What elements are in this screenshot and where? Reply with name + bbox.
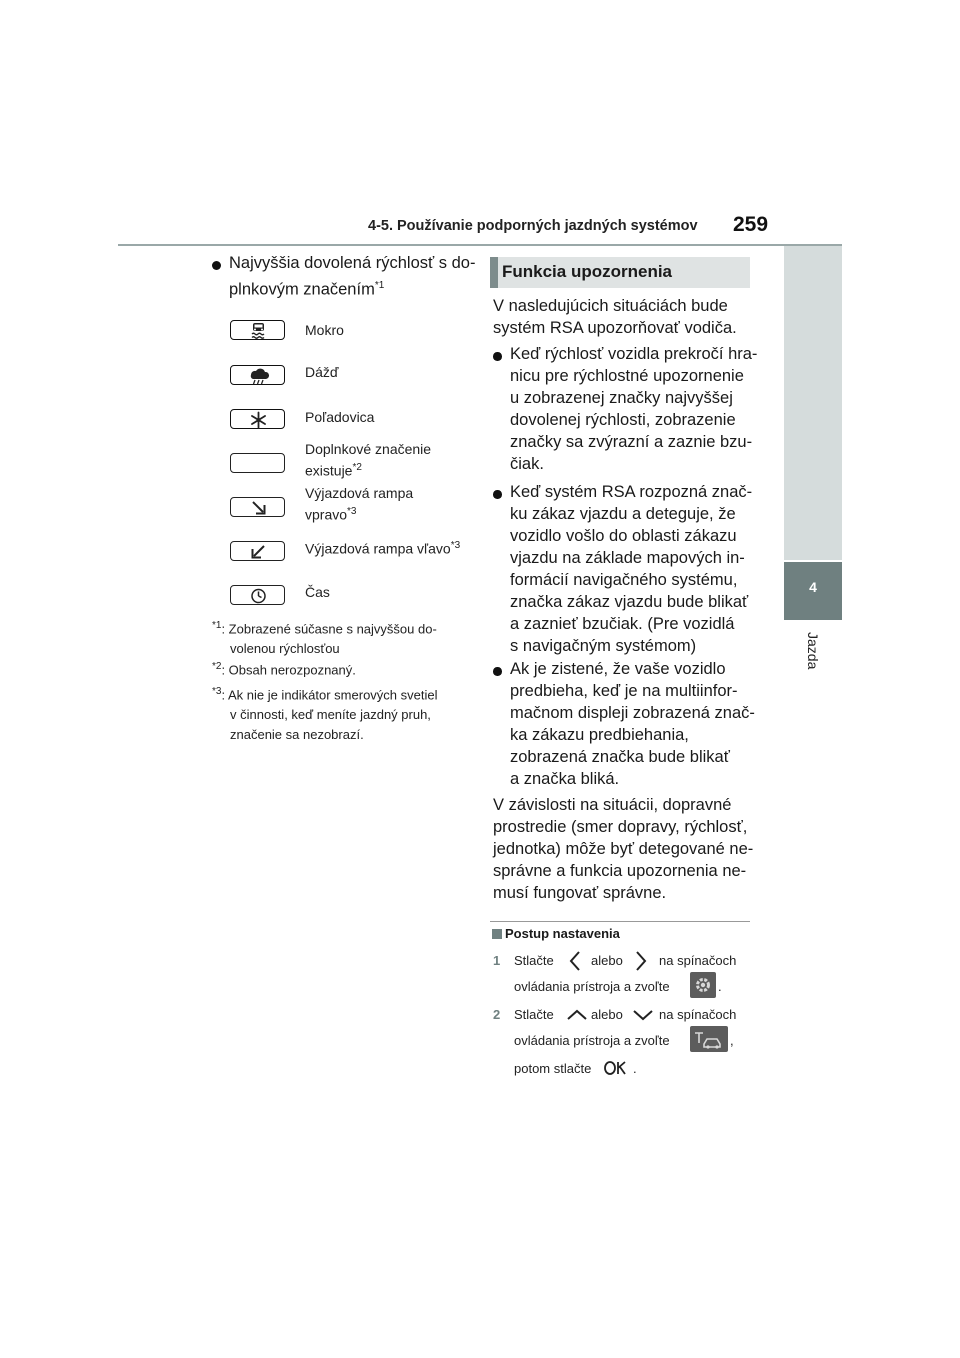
bullet xyxy=(493,352,502,361)
section-heading: Funkcia upozornenia xyxy=(502,262,673,281)
step2-text: alebo xyxy=(591,1007,623,1022)
arrow-down-right-icon xyxy=(231,498,286,518)
driving-assist-menu-icon xyxy=(690,1026,728,1052)
blank-plate-icon xyxy=(231,454,286,474)
bullet xyxy=(212,261,221,270)
paragraph-line: V závislosti na situácii, dopravné xyxy=(493,796,732,814)
procedure-title: Postup nastavenia xyxy=(505,926,620,941)
footnote-1-cont: volenou rýchlosťou xyxy=(230,641,340,656)
left-heading-line2: plnkovým značením$^{*1}$ xyxy=(229,280,385,299)
bullet3-line: zobrazená značka bude blikať xyxy=(510,748,730,766)
bullet2-line: formácií navigačného systému, xyxy=(510,571,738,589)
step-number: 2 xyxy=(493,1007,501,1022)
bullet3-line: mačnom displeji zobrazená znač- xyxy=(510,704,755,722)
square-marker-icon xyxy=(492,929,502,939)
sign-ice xyxy=(230,409,285,429)
sign-label-exit-left: Výjazdová rampa vľavo$^{*3}$ xyxy=(305,540,461,557)
bullet2-line: s navigačným systémom) xyxy=(510,637,697,655)
sign-exit-right xyxy=(230,497,285,517)
step2-text: . xyxy=(633,1061,637,1076)
step1-text: . xyxy=(718,979,722,994)
intro-line: V nasledujúcich situáciách bude xyxy=(493,297,728,315)
bullet1-line: nicu pre rýchlostné upozornenie xyxy=(510,367,744,385)
bullet xyxy=(493,490,502,499)
step1-text: Stlačte xyxy=(514,953,554,968)
bullet3-line: predbieha, keď je na multiinfor- xyxy=(510,682,738,700)
step1-text: na spínačoch xyxy=(659,953,737,968)
sign-rain xyxy=(230,365,285,385)
clock-icon xyxy=(231,586,286,606)
bullet2-line: ku zákaz vjazdu a deteguje, že xyxy=(510,505,736,523)
chevron-right-icon xyxy=(634,950,648,972)
footnote-3: $^{*3}$: Ak nie je indikátor smerových svetiel xyxy=(212,686,438,703)
ok-button-icon xyxy=(603,1060,629,1076)
side-tab-rail xyxy=(784,246,842,560)
sign-label-wet: Mokro xyxy=(305,322,344,338)
footnote-3-cont1: v činnosti, keď meníte jazdný pruh, xyxy=(230,707,431,722)
sign-time xyxy=(230,585,285,605)
step2-text: , xyxy=(730,1033,734,1048)
paragraph-line: jednotka) môže byť detegované ne- xyxy=(493,840,754,858)
page-number: 259 xyxy=(733,213,769,236)
bullet1-line: dovolenej rýchlosti, zobrazenie xyxy=(510,411,736,429)
sign-blank-plate xyxy=(230,453,285,473)
bullet1-line: značky sa zvýrazní a zaznie bzu- xyxy=(510,433,753,451)
chapter-tab[interactable] xyxy=(784,562,842,620)
step2-text: ovládania prístroja a zvoľte xyxy=(514,1033,670,1048)
step2-text: Stlačte xyxy=(514,1007,554,1022)
sign-label-supplementary-1: Doplnkové značenie xyxy=(305,441,432,457)
step1-text: ovládania prístroja a zvoľte xyxy=(514,979,670,994)
chapter-label: Jazda xyxy=(805,632,821,670)
paragraph-line: prostredie (smer dopravy, rýchlosť, xyxy=(493,818,748,836)
arrow-down-left-icon xyxy=(231,542,286,562)
paragraph-line: správne a funkcia upozornenia ne- xyxy=(493,862,747,880)
sign-exit-left xyxy=(230,541,285,561)
bullet1-line: čiak. xyxy=(510,455,544,473)
chapter-number: 4 xyxy=(809,579,817,595)
step2-text: potom stlačte xyxy=(514,1061,592,1076)
chevron-up-icon xyxy=(566,1008,588,1022)
settings-menu-icon xyxy=(690,972,716,998)
snowflake-icon xyxy=(231,410,286,430)
wet-road-icon xyxy=(231,321,286,341)
sign-label-ice: Poľadovica xyxy=(305,409,375,425)
footnote-1: $^{*1}$: Zobrazené súčasne s najvyššou do- xyxy=(212,620,437,637)
paragraph-line: musí fungovať správne. xyxy=(493,884,667,902)
sign-wet-road xyxy=(230,320,285,340)
rain-icon xyxy=(231,366,286,386)
sign-label-exit-right-2: vpravo$^{*3}$ xyxy=(305,506,357,523)
header-rule xyxy=(118,244,842,246)
bullet3-line: a značka bliká. xyxy=(510,770,620,788)
bullet3-line: Ak je zistené, že vaše vozidlo xyxy=(510,660,726,678)
sign-label-supplementary-2: existuje$^{*2}$ xyxy=(305,462,362,479)
section-header-title: 4-5. Používanie podporných jazdných systémov xyxy=(368,218,698,234)
bullet1-line: Keď rýchlosť vozidla prekročí hra- xyxy=(510,345,758,363)
footnote-2: $^{*2}$: Obsah nerozpoznaný. xyxy=(212,661,356,678)
bullet3-line: ka zákazu predbiehania, xyxy=(510,726,689,744)
left-heading-line1: Najvyššia dovolená rýchlosť s do- xyxy=(229,254,476,272)
bullet2-line: značka zákaz vjazdu bude blikať xyxy=(510,593,749,611)
chevron-down-icon xyxy=(632,1008,654,1022)
chevron-left-icon xyxy=(568,950,582,972)
bullet2-line: vozidlo vošlo do oblasti zákazu xyxy=(510,527,737,545)
sign-label-time: Čas xyxy=(305,584,330,600)
footnote-3-cont2: značenie sa nezobrazí. xyxy=(230,727,364,742)
sign-label-exit-right-1: Výjazdová rampa xyxy=(305,485,414,501)
sign-label-rain: Dážď xyxy=(305,364,339,380)
bullet2-line: Keď systém RSA rozpozná znač- xyxy=(510,483,753,501)
bullet2-line: vjazdu na základe mapových in- xyxy=(510,549,745,567)
step1-text: alebo xyxy=(591,953,623,968)
step2-text: na spínačoch xyxy=(659,1007,737,1022)
bullet xyxy=(493,667,502,676)
gear-icon xyxy=(690,972,716,998)
intro-line: systém RSA upozorňovať vodiča. xyxy=(493,319,737,337)
bullet1-line: u zobrazenej značky najvyššej xyxy=(510,389,733,407)
step-number: 1 xyxy=(493,953,501,968)
car-assist-icon xyxy=(690,1026,728,1052)
bullet2-line: a zaznieť bzučiak. (Pre vozidlá xyxy=(510,615,735,633)
divider xyxy=(490,921,750,922)
